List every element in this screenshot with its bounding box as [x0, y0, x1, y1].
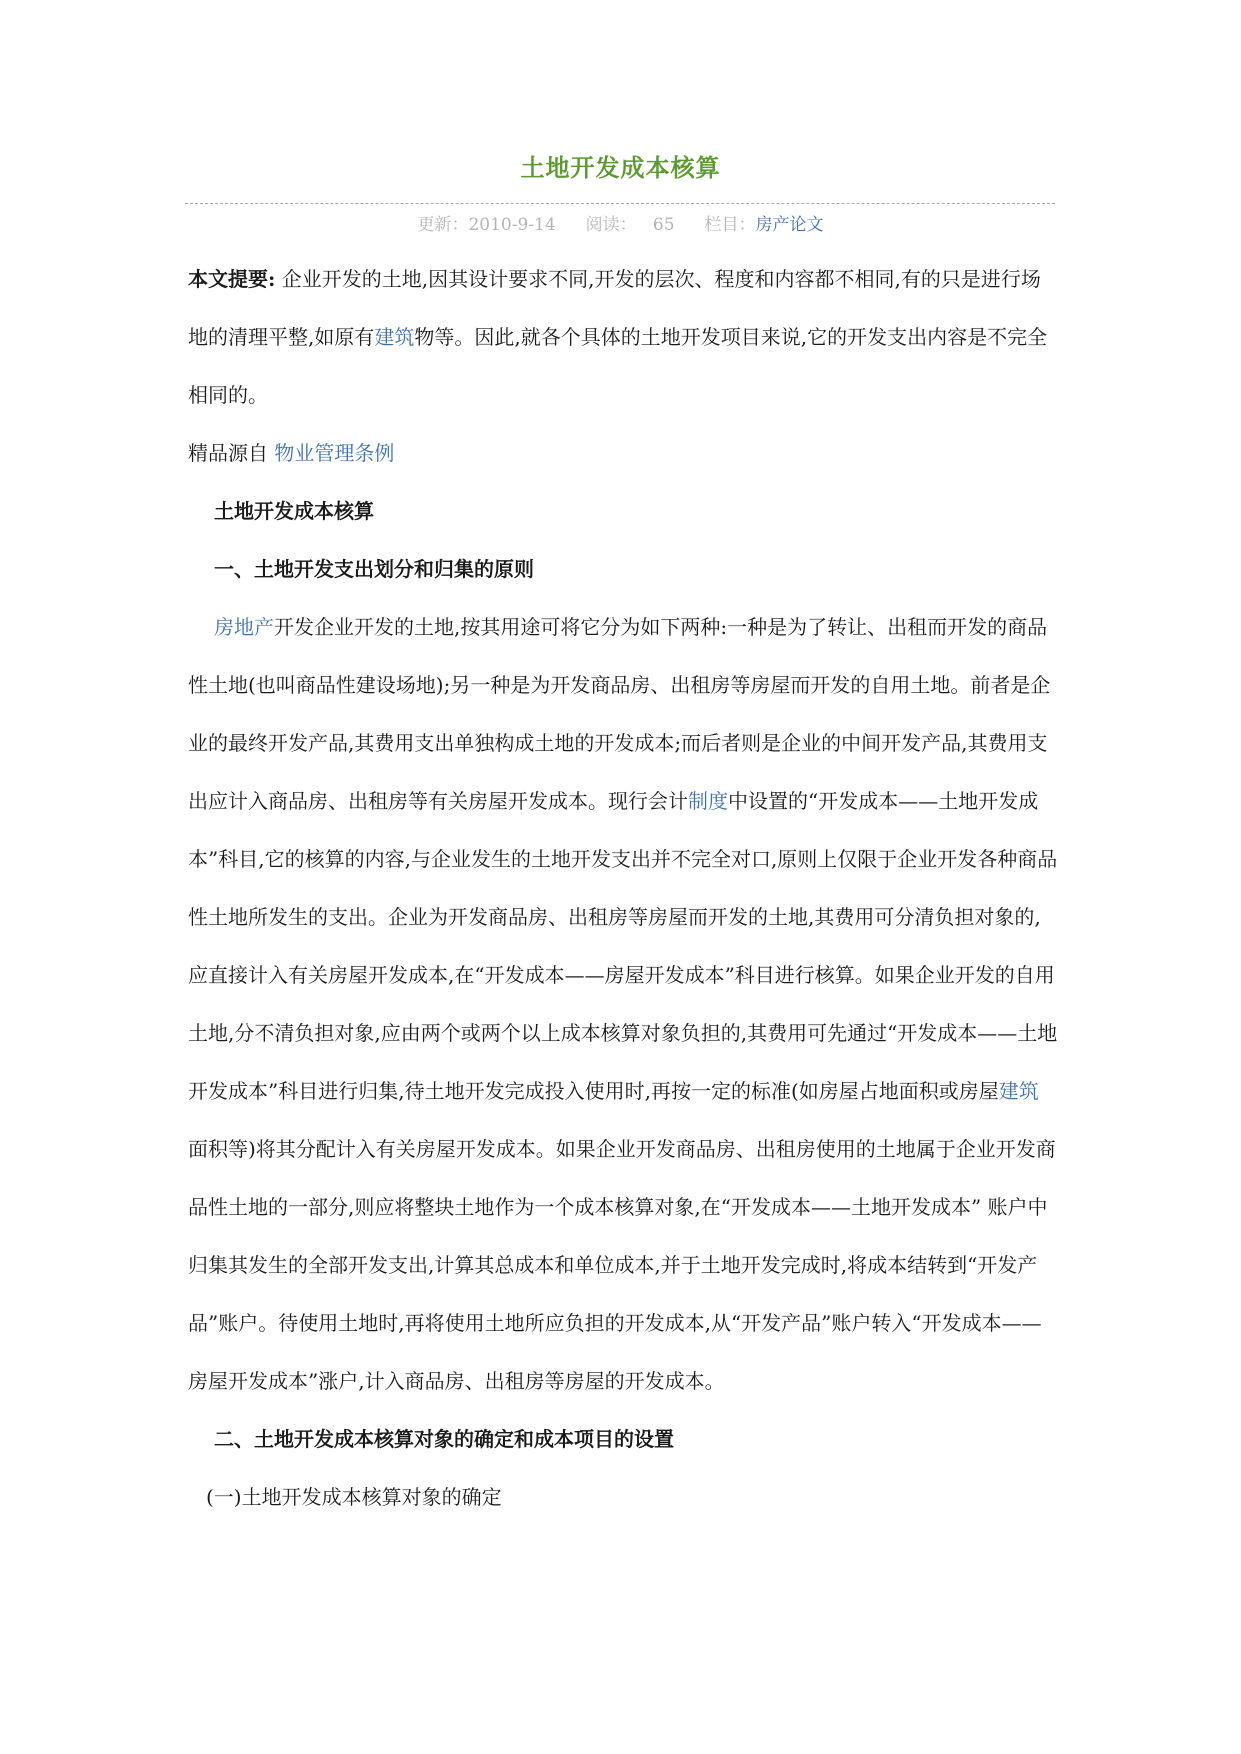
reads-value: 65	[652, 215, 675, 235]
column-link[interactable]: 房产论文	[755, 215, 824, 235]
summary-text-2: 物等。因此,就各个具体的土地开发项目来说,它的开发支出内容是不完全相同的。	[188, 325, 1048, 407]
paragraph-1	[188, 598, 1058, 1410]
summary-paragraph	[188, 250, 1058, 424]
link-jianzhu-2[interactable]: 建筑	[998, 1079, 1039, 1103]
source-line	[188, 424, 1058, 482]
article-title: 土地开发成本核算	[520, 153, 721, 182]
article-body	[188, 250, 1058, 1526]
section-1-heading: 一、土地开发支出划分和归集的原则	[214, 557, 534, 581]
reads-label: 阅读：	[585, 215, 637, 235]
source-label: 精品源自	[188, 441, 275, 465]
summary-label: 本文提要:	[188, 267, 276, 291]
summary-text-1: 企业开发的土地,因其设计要求不同,开发的层次、程度和内容都不相同,有的只是进行场地的清理平整,如原有	[188, 267, 1041, 349]
link-fangdichan[interactable]: 房地产	[214, 615, 274, 639]
updated-label: 更新：	[417, 215, 469, 235]
section-2-heading: 二、土地开发成本核算对象的确定和成本项目的设置	[214, 1427, 674, 1451]
link-zhidu[interactable]: 制度	[688, 789, 728, 813]
subtitle: 土地开发成本核算	[214, 499, 374, 523]
paragraph-1-text-1: 开发企业开发的土地,按其用途可将它分为如下两种:一种是为了转让、出租而开发的商品性土地(也叫商品性建设场地);另一种是为开发商品房、出租房等房屋而开发的自用土地。前者是企业的最终开发产品,其费用支出单独构成土地的开发成本;而后者则是企业的中间开发产品,其费用支出应计入商品房、出租房等有关房屋开发成本。现行会计	[188, 615, 1051, 813]
dashed-divider	[185, 203, 1055, 204]
paragraph-1-text-2: 中设置的“开发成本——土地开发成本”科目,它的核算的内容,与企业发生的土地开发支出并不完全对口,原则上仅限于企业开发各种商品性土地所发生的支出。企业为开发商品房、出租房等房屋而开发的土地,其费用可分清负担对象的,应直接计入有关房屋开发成本,在“开发成本——房屋开发成本”科目进行核算。如果企业开发的自用土地,分不清负担对象,应由两个或两个以上成本核算对象负担的,其费用可先通过“开发成本——土地开发成本”科目进行归集,待土地开发完成投入使用时,再按一定的标准(如房屋占地面积或房屋	[188, 789, 1058, 1103]
updated-value: 2010-9-14	[468, 215, 556, 235]
column-label: 栏目：	[704, 215, 756, 235]
source-link[interactable]: 物业管理条例	[274, 441, 395, 465]
article-meta	[0, 210, 1241, 235]
paragraph-1-text-3: 面积等)将其分配计入有关房屋开发成本。如果企业开发商品房、出租房使用的土地属于企业开发商品性土地的一部分,则应将整块土地作为一个成本核算对象,在“开发成本——土地开发成本” 账户中归集其发生的全部开发支出,计算其总成本和单位成本,并于土地开发完成时,将成本结转到“开发产品”账户。待使用土地时,再将使用土地所应负担的开发成本,从“开发产品”账户转入“开发成本——房屋开发成本”涨户,计入商品房、出租房等房屋的开发成本。	[188, 1137, 1056, 1393]
link-jianzhu[interactable]: 建筑	[374, 325, 415, 349]
subsection-1-heading: (一)土地开发成本核算对象的确定	[206, 1485, 502, 1509]
